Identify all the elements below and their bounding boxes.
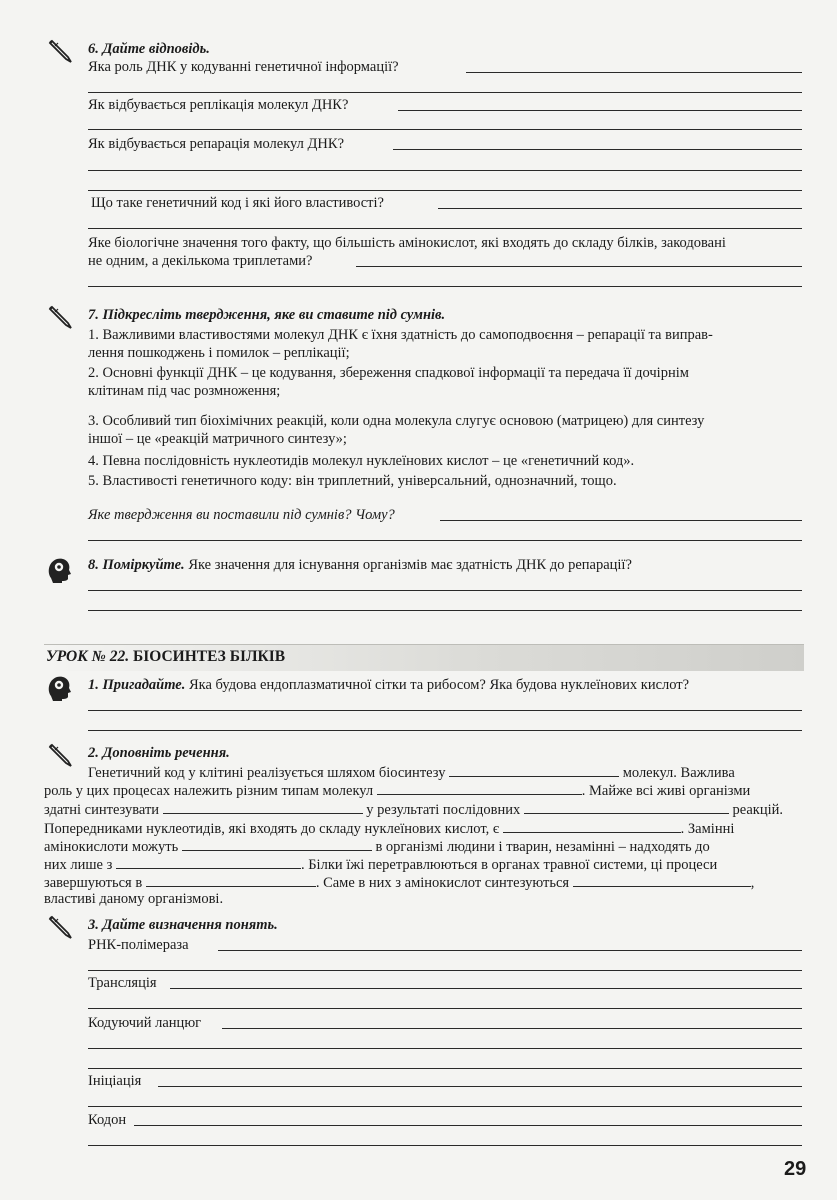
answer-line[interactable] — [218, 950, 802, 951]
fill-blank[interactable] — [449, 762, 619, 777]
answer-line[interactable] — [88, 540, 802, 541]
l1-title: 1. Пригадайте. — [88, 677, 186, 693]
answer-line[interactable] — [134, 1125, 802, 1126]
l2-text: амінокислоти можуть — [44, 839, 179, 855]
l2-text: завершуються в — [44, 875, 143, 891]
fill-blank[interactable] — [524, 799, 729, 814]
answer-line[interactable] — [88, 1068, 802, 1069]
task7-statement-1a[interactable]: 1. Важливими властивостями молекул ДНК є їхня здатність до самоподвоєння – репарації та виправ- — [88, 327, 713, 343]
fill-blank[interactable] — [182, 836, 372, 851]
pencil-icon — [48, 38, 74, 64]
term-coding-strand: Кодуючий ланцюг — [88, 1015, 202, 1031]
answer-line[interactable] — [393, 149, 802, 150]
task7-statement-2b[interactable]: клітинам під час розмноження; — [88, 383, 281, 399]
pencil-icon — [48, 914, 74, 940]
answer-line[interactable] — [88, 590, 802, 591]
answer-line[interactable] — [88, 170, 802, 171]
l2-text: . Майже всі живі організми — [581, 783, 751, 799]
l2-text: в організмі людини і тварин, незамінні – надходять до — [375, 839, 710, 855]
task7-statement-3b[interactable]: іншої – це «реакцій матричного синтезу»; — [88, 431, 347, 447]
l2-row1 — [88, 762, 735, 782]
l1-text — [88, 676, 689, 694]
answer-line[interactable] — [88, 610, 802, 611]
l2-text: молекул. Важлива — [622, 765, 735, 781]
answer-line[interactable] — [88, 1048, 802, 1049]
answer-line[interactable] — [88, 129, 802, 130]
fill-blank[interactable] — [573, 872, 751, 887]
task7-question: Яке твердження ви поставили під сумнів? Чому? — [88, 507, 395, 523]
task8-question: Яке значення для існування організмів має здатність ДНК до репарації? — [188, 557, 632, 573]
l3-title: 3. Дайте визначення понять. — [88, 917, 278, 933]
answer-line[interactable] — [438, 208, 802, 209]
answer-line[interactable] — [222, 1028, 802, 1029]
answer-line[interactable] — [356, 266, 802, 267]
answer-line[interactable] — [88, 190, 802, 191]
answer-line[interactable] — [88, 1145, 802, 1146]
term-translation: Трансляція — [88, 975, 157, 991]
lesson-name: БІОСИНТЕЗ БІЛКІВ — [132, 648, 286, 665]
l2-text: роль у цих процесах належить різним типам молекул — [44, 783, 374, 799]
l2-text: , — [750, 875, 755, 891]
l2-text: них лише з — [44, 857, 113, 873]
pencil-icon — [48, 304, 74, 330]
fill-blank[interactable] — [146, 872, 316, 887]
fill-blank[interactable] — [377, 780, 582, 795]
answer-line[interactable] — [158, 1086, 802, 1087]
task7-title: 7. Підкресліть твердження, яке ви ставите під сумнів. — [88, 307, 446, 323]
l2-text: реакцій. — [732, 802, 784, 818]
lesson-number: УРОК № 22. — [46, 648, 130, 665]
l2-row7 — [44, 872, 754, 892]
answer-line[interactable] — [440, 520, 802, 521]
answer-line[interactable] — [88, 710, 802, 711]
task6-q2: Як відбувається реплікація молекул ДНК? — [88, 97, 349, 113]
term-rna-polymerase: РНК-полімераза — [88, 937, 189, 953]
l2-row8: властиві даному організмові. — [44, 891, 224, 907]
answer-line[interactable] — [88, 286, 802, 287]
lesson-title — [46, 648, 285, 666]
pencil-icon — [48, 742, 74, 768]
answer-line[interactable] — [88, 228, 802, 229]
task6-title: 6. Дайте відповідь. — [88, 41, 210, 57]
task7-statement-1b[interactable]: лення пошкоджень і помилок – реплікації; — [88, 345, 350, 361]
answer-line[interactable] — [88, 92, 802, 93]
fill-blank[interactable] — [116, 854, 301, 869]
term-initiation: Ініціація — [88, 1073, 142, 1089]
task7-statement-3a[interactable]: 3. Особливий тип біохімічних реакцій, коли одна молекула слугує основою (матрицею) для синтезу — [88, 413, 705, 429]
l2-text: . Замінні — [680, 821, 735, 837]
l2-text: . Білки їжі перетравлюються в органах травної системи, ці процеси — [300, 857, 718, 873]
task7-statement-2a[interactable]: 2. Основні функції ДНК – це кодування, збереження спадкової інформації та передача її дочірнім — [88, 365, 689, 381]
task6-q3: Як відбувається репарація молекул ДНК? — [88, 136, 345, 152]
term-codon: Кодон — [88, 1112, 127, 1128]
l2-row4 — [44, 818, 734, 838]
l2-text: Попередниками нуклеотидів, які входять до складу нуклеїнових кислот, є — [44, 821, 500, 837]
task6-q1: Яка роль ДНК у кодуванні генетичної інформації? — [88, 59, 399, 75]
page-number: 29 — [784, 1158, 807, 1180]
l2-row5 — [44, 836, 710, 856]
l2-text: здатні синтезувати — [44, 802, 160, 818]
answer-line[interactable] — [88, 730, 802, 731]
task6-q5-line2: не одним, а декількома триплетами? — [88, 253, 313, 269]
l1-question: Яка будова ендоплазматичної сітки та рибосом? Яка будова нуклеїнових кислот? — [188, 677, 690, 693]
l2-row6 — [44, 854, 717, 874]
l2-text: у результаті послідовних — [366, 802, 521, 818]
answer-line[interactable] — [88, 1106, 802, 1107]
l2-title: 2. Доповніть речення. — [88, 745, 230, 761]
head-gear-icon — [46, 674, 72, 702]
answer-line[interactable] — [466, 72, 802, 73]
task7-statement-5[interactable]: 5. Властивості генетичного коду: він триплетний, універсальний, однозначний, тощо. — [88, 473, 617, 489]
fill-blank[interactable] — [503, 818, 681, 833]
task7-statement-4[interactable]: 4. Певна послідовність нуклеотидів молекул нуклеїнових кислот – це «генетичний код». — [88, 453, 635, 469]
task8-text — [88, 556, 632, 574]
l2-row2 — [44, 780, 750, 800]
task6-q5-line1: Яке біологічне значення того факту, що більшість амінокислот, які входять до складу білків, закодовані — [88, 235, 726, 251]
task6-q4: Що таке генетичний код і які його властивості? — [91, 195, 384, 211]
fill-blank[interactable] — [163, 799, 363, 814]
l2-text: . Саме в них з амінокислот синтезуються — [315, 875, 570, 891]
answer-line[interactable] — [88, 1008, 802, 1009]
task8-title: 8. Поміркуйте. — [88, 557, 185, 573]
l2-row3 — [44, 799, 783, 819]
answer-line[interactable] — [398, 110, 802, 111]
answer-line[interactable] — [170, 988, 802, 989]
l2-text: Генетичний код у клітині реалізується шляхом біосинтезу — [88, 765, 446, 781]
answer-line[interactable] — [88, 970, 802, 971]
head-gear-icon — [46, 556, 72, 584]
